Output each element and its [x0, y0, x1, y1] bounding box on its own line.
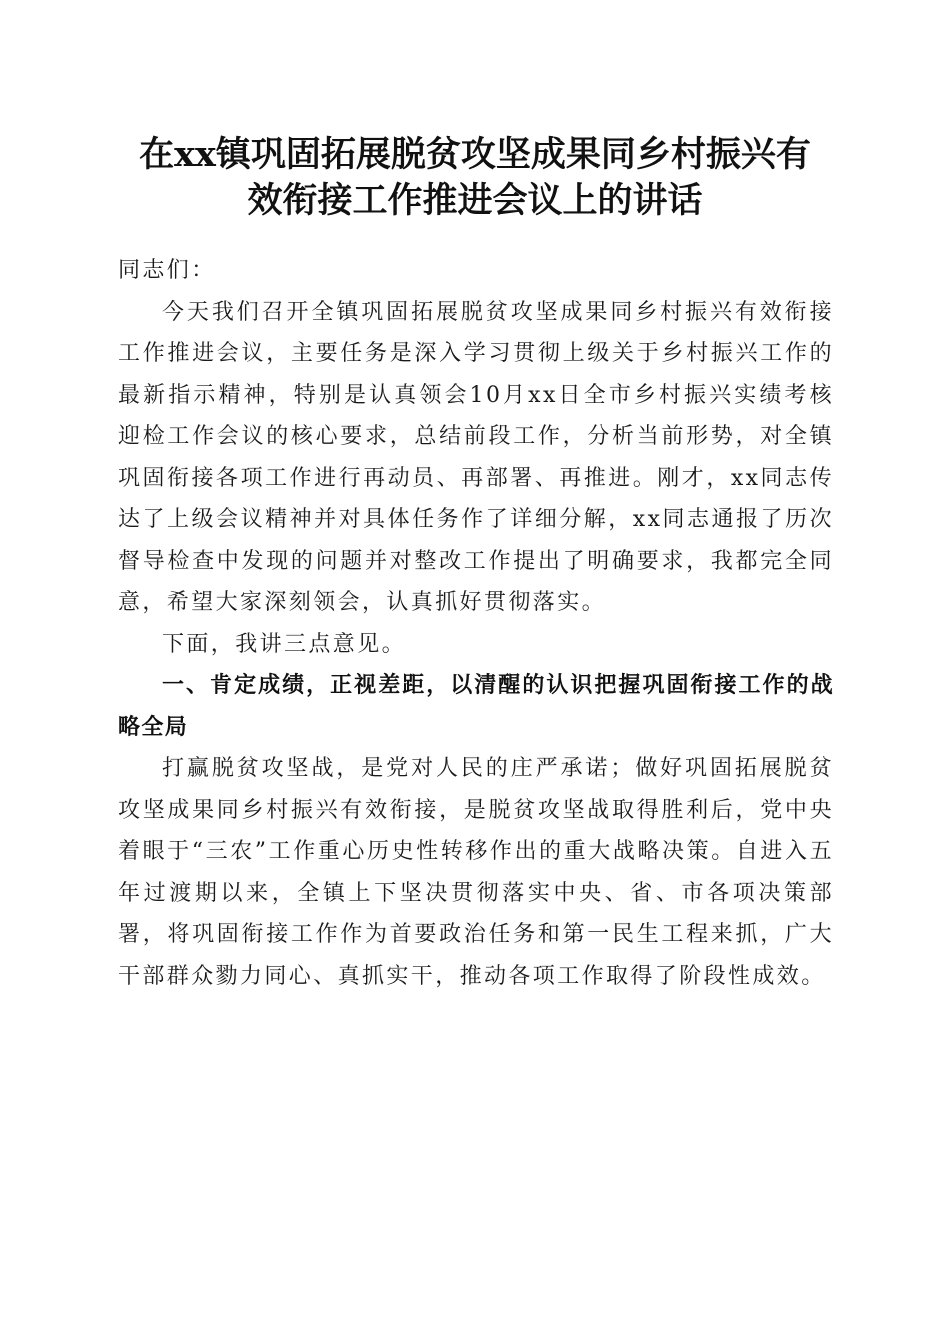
section-heading-1: 一、肯定成绩，正视差距，以清醒的认识把握巩固衔接工作的战略全局: [118, 673, 834, 740]
salutation: 同志们：: [118, 258, 216, 283]
document-body: [118, 250, 834, 997]
section-1-paragraph: 打赢脱贫攻坚战，是党对人民的庄严承诺；做好巩固拓展脱贫攻坚成果同乡村振兴有效衔接，是脱贫攻坚战取得胜利后，党中央着眼于“三农”工作重心历史性转移作出的重大战略决策。自进入五年过渡期以来，全镇上下坚决贯彻落实中央、省、市各项决策部署，将巩固衔接工作作为首要政治任务和第一民生工程来抓，广大干部群众勠力同心、真抓实干，推动各项工作取得了阶段性成效。: [118, 756, 834, 989]
document-title: [100, 132, 850, 224]
opening-paragraph: 今天我们召开全镇巩固拓展脱贫攻坚成果同乡村振兴有效衔接工作推进会议，主要任务是深入学习贯彻上级关于乡村振兴工作的最新指示精神，特别是认真领会10月xx日全市乡村振兴实绩考核迎检工作会议的核心要求，总结前段工作，分析当前形势，对全镇巩固衔接各项工作进行再动员、再部署、再推进。刚才，xx同志传达了上级会议精神并对具体任务作了详细分解，xx同志通报了历次督导检查中发现的问题并对整改工作提出了明确要求，我都完全同意，希望大家深刻领会，认真抓好贯彻落实。: [118, 299, 834, 615]
transition-paragraph: 下面，我讲三点意见。: [162, 631, 407, 657]
title-line-1: 在xx镇巩固拓展脱贫攻坚成果同乡村振兴有: [139, 134, 811, 175]
title-line-2: 效衔接工作推进会议上的讲话: [247, 180, 703, 221]
